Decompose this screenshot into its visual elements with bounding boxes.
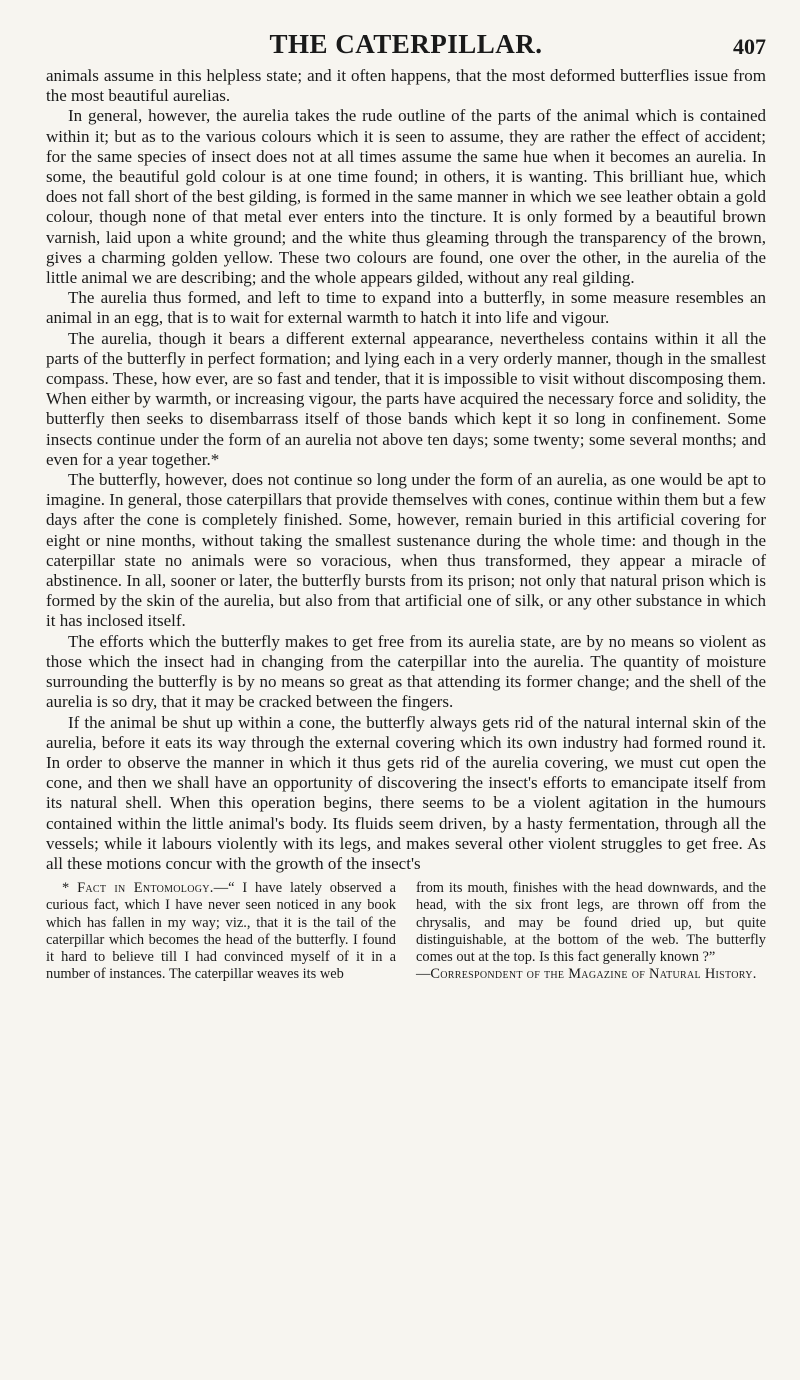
paragraph-continuation: animals assume in this helpless state; and it often happens, that the most deformed butterflies issue from the most beautiful aurelias.	[46, 66, 766, 106]
footnote-text-right	[416, 880, 766, 983]
footnote-attribution: Correspondent of the Magazine of Natural History.	[430, 966, 757, 983]
body-text	[46, 66, 766, 874]
running-title: THE CATERPILLAR.	[269, 29, 543, 59]
paragraph: In general, however, the aurelia takes the rude outline of the parts of the animal which is contained within it; but as to the various colours which it is seen to assume, they are rather the effect of accident; for the same species of insect does not at all times assume the same hue when it becomes an aurelia. In some, the beautiful gold colour is at one time found; in others, it is wanting. This brilliant hue, which does not fall short of the best gilding, is formed in the same manner in which we see leather obtain a gold colour, though none of that metal ever enters into the tincture. It is only formed by a beautiful brown varnish, laid upon a white ground; and the white thus gleaming through the transparency of the brown, gives a charming golden yellow. These two colours are found, one over the other, in the aurelia of the little animal we are describing; and the whole appears gilded, without any real gilding.	[46, 106, 766, 288]
paragraph: The efforts which the butterfly makes to get free from its aurelia state, are by no means so violent as those which the insect had in changing from the caterpillar into the aurelia. The quantity of moisture surrounding the butterfly is by no means so great as that attending its former change; and the shell of the aurelia is so dry, that it may be cracked between the fingers.	[46, 631, 766, 712]
page-number: 407	[733, 34, 766, 59]
footnote-attribution-prefix: —	[416, 966, 431, 983]
footnote-column-left	[46, 880, 396, 983]
paragraph: The butterfly, however, does not continue so long under the form of an aurelia, as one would be apt to imagine. In general, those caterpillars that provide themselves with cones, continue within them but a few days after the cone is completely finished. Some, however, remain buried in this artificial covering for eight or nine months, without taking the smallest sustenance during the whole time: and though in the caterpillar state no animals were so voracious, when thus transformed, they appear a miracle of abstinence. In all, sooner or later, the butterfly bursts from its prison; not only that natural prison which is formed by the skin of the aurelia, but also from that artificial one of silk, or any other substance in which it has inclosed itself.	[46, 470, 766, 631]
footnote	[46, 880, 766, 983]
running-head	[46, 8, 766, 58]
paragraph: The aurelia thus formed, and left to time to expand into a butterfly, in some measure resembles an animal in an egg, that is to wait for external warmth to hatch it into life and vigour.	[46, 288, 766, 328]
footnote-marker: *	[62, 880, 78, 897]
paragraph: If the animal be shut up within a cone, the butterfly always gets rid of the natural internal skin of the aurelia, before it eats its way through the external covering which its own industry had formed round it. In order to observe the manner in which it thus gets rid of the aurelia covering, we must cut open the cone, and then we shall have an opportunity of discovering the insect's efforts to emancipate itself from its natural shell. When this operation begins, there seems to be a violent agitation in the humours contained within the little animal's body. Its fluids seem driven, by a hasty fermentation, through all the vessels; while it labours violently with its legs, and makes several other violent struggles to get free. As all these motions concur with the growth of the insect's	[46, 712, 766, 873]
paragraph: The aurelia, though it bears a different external appearance, nevertheless contains within it all the parts of the butterfly in perfect formation; and lying each in a very orderly manner, though in the smallest compass. These, how ever, are so fast and tender, that it is impossible to visit without discomposing them. When either by warmth, or increasing vigour, the parts have acquired the necessary force and solidity, the butterfly then seeks to disembarrass itself of those bands which kept it so long in confinement. Some insects continue under the form of an aurelia not above ten days; some twenty; some several months; and even for a year together.*	[46, 328, 766, 469]
footnote-body-left: —“ I have lately observed a curious fact, which I have never seen noticed in any book which has fallen in my way; viz., that it is the tail of the caterpillar which becomes the head of the butterfly. I found it hard to believe till I had convinced myself of it in a number of instances. The caterpillar weaves its web	[46, 880, 396, 983]
footnote-column-right	[416, 880, 766, 983]
footnote-heading: Fact in Entomology.	[77, 880, 214, 897]
footnote-body-right: from its mouth, finishes with the head downwards, and the head, with the six front legs, are thrown off from the chrysalis, and may be found dried up, but quite distinguishable, at the bottom of the web. The butterfly comes out at the top. Is this fact generally known ?”	[416, 880, 766, 965]
footnote-text-left	[46, 880, 396, 983]
